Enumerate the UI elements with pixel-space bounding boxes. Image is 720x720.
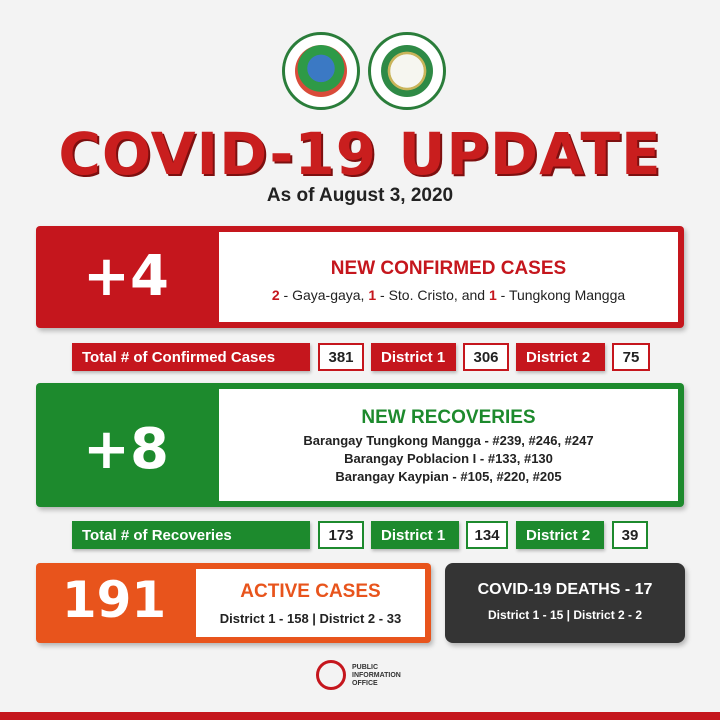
health-office-emblem <box>381 45 433 97</box>
confirmed-details-panel <box>219 232 678 322</box>
recoveries-district-2-value: 39 <box>612 521 648 549</box>
label-tungkong-mangga: - Tungkong Mangga <box>496 287 626 303</box>
deaths-heading: COVID-19 DEATHS - 17 <box>477 581 653 598</box>
confirmed-district-1-label: District 1 <box>371 343 456 371</box>
city-health-office-logo <box>368 32 446 110</box>
active-details-panel <box>196 569 425 637</box>
confirmed-district-1-value: 306 <box>463 343 509 371</box>
new-recoveries-count: +8 <box>83 417 169 482</box>
count-tungkong-mangga: 1 <box>488 287 497 303</box>
active-cases-breakdown: District 1 - 158 | District 2 - 33 <box>219 611 402 626</box>
total-recoveries-label: Total # of Recoveries <box>72 521 310 549</box>
update-date: As of August 3, 2020 <box>266 185 454 206</box>
recovery-line-1: Barangay Tungkong Mangga - #239, #246, #247 <box>303 433 594 448</box>
active-cases-card <box>36 563 431 643</box>
active-cases-count: 191 <box>61 571 167 629</box>
total-confirmed-label: Total # of Confirmed Cases <box>72 343 310 371</box>
pio-line-2: INFORMATION <box>352 672 401 679</box>
count-gaya-gaya: 2 <box>271 287 280 303</box>
confirmed-breakdown <box>219 287 678 303</box>
total-recoveries-value: 173 <box>318 521 364 549</box>
confirmed-heading: NEW CONFIRMED CASES <box>330 258 567 279</box>
pio-line-1: PUBLIC <box>352 664 379 671</box>
pio-label <box>352 664 401 688</box>
seal-emblem <box>295 45 347 97</box>
recovery-line-2: Barangay Poblacion I - #133, #130 <box>344 451 553 466</box>
recoveries-district-2-label: District 2 <box>516 521 604 549</box>
total-confirmed-value: 381 <box>318 343 364 371</box>
city-seal-logo <box>282 32 360 110</box>
new-confirmed-cases-card <box>36 226 684 328</box>
active-cases-heading: ACTIVE CASES <box>240 581 381 602</box>
bottom-accent-bar <box>0 712 720 720</box>
confirmed-district-2-label: District 2 <box>516 343 605 371</box>
new-confirmed-count: +4 <box>83 244 169 309</box>
deaths-card <box>445 563 685 643</box>
recoveries-details-panel <box>219 389 678 501</box>
recovery-line-3: Barangay Kaypian - #105, #220, #205 <box>335 469 562 484</box>
pio-line-3: OFFICE <box>352 680 378 687</box>
label-gaya-gaya: - Gaya-gaya, <box>279 287 369 303</box>
page-title: COVID-19 UPDATE <box>58 120 662 188</box>
recoveries-heading: NEW RECOVERIES <box>361 407 536 428</box>
deaths-breakdown: District 1 - 15 | District 2 - 2 <box>487 608 643 622</box>
public-information-office-logo <box>316 660 346 690</box>
new-recoveries-card <box>36 383 684 507</box>
label-sto-cristo: - Sto. Cristo, and <box>376 287 489 303</box>
recoveries-district-1-label: District 1 <box>371 521 459 549</box>
recoveries-district-1-value: 134 <box>466 521 508 549</box>
confirmed-district-2-value: 75 <box>612 343 650 371</box>
count-sto-cristo: 1 <box>368 287 377 303</box>
